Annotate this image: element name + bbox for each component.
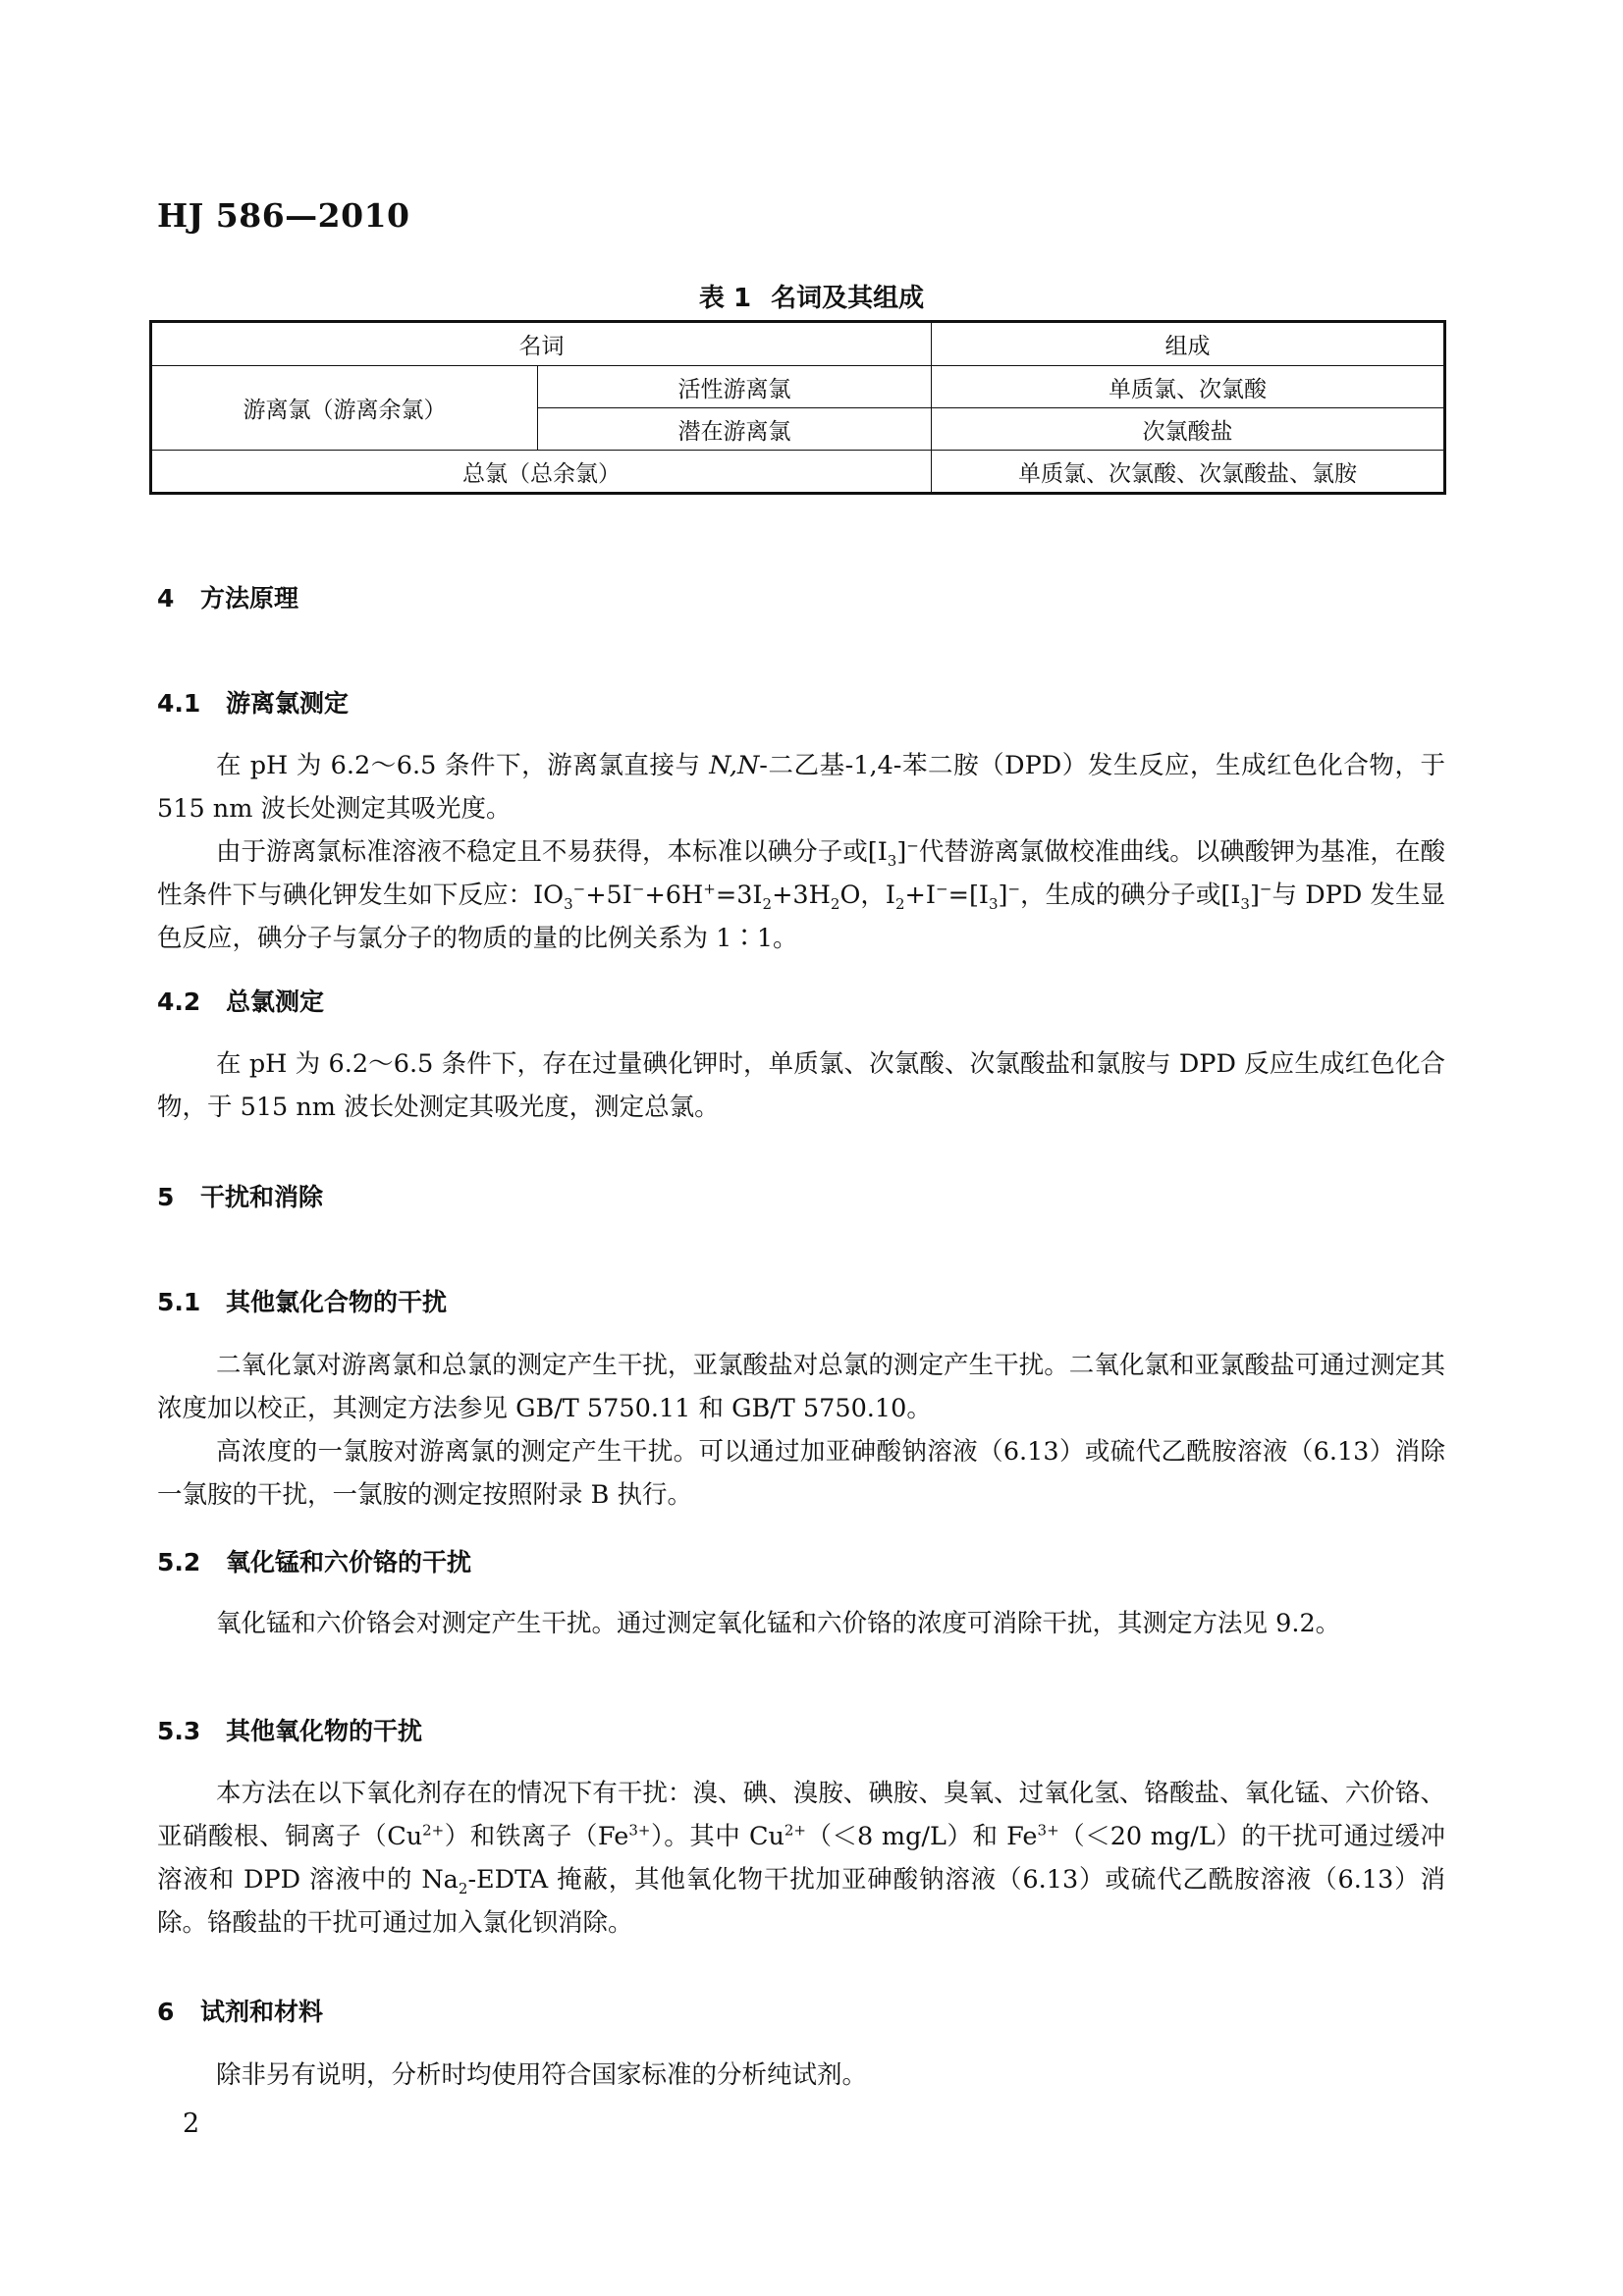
section-heading-4: 4 方法原理 bbox=[157, 584, 299, 613]
section-4-2-body bbox=[157, 1042, 1445, 1129]
page-number: 2 bbox=[183, 2109, 200, 2139]
table-caption bbox=[0, 278, 1623, 314]
table-caption-number: 表 1 bbox=[698, 284, 752, 313]
paragraph: 除非另有说明，分析时均使用符合国家标准的分析纯试剂。 bbox=[216, 2060, 868, 2090]
header-cell-term: 名词 bbox=[151, 322, 932, 366]
cell-composition: 单质氯、次氯酸、次氯酸盐、氯胺 bbox=[932, 451, 1445, 494]
terms-table bbox=[149, 320, 1446, 495]
document-code: HJ 586—2010 bbox=[157, 196, 410, 235]
section-heading-5-2: 5.2 氧化锰和六价铬的干扰 bbox=[157, 1548, 472, 1576]
paragraph: 二氧化氯对游离氯和总氯的测定产生干扰，亚氯酸盐对总氯的测定产生干扰。二氧化氯和亚氯酸盐可通过测定其浓度加以校正，其测定方法参见 GB/T 5750.11 和 GB/T 5750.10。 bbox=[157, 1351, 1445, 1423]
paragraph: 氧化锰和六价铬会对测定产生干扰。通过测定氧化锰和六价铬的浓度可消除干扰，其测定方法见 9.2。 bbox=[216, 1609, 1341, 1638]
cell-composition: 次氯酸盐 bbox=[932, 408, 1445, 451]
section-5-1-body bbox=[157, 1344, 1445, 1517]
section-4-1-body bbox=[157, 744, 1445, 960]
paragraph: 由于游离氯标准溶液不稳定且不易获得，本标准以碘分子或$[I_3]^-$代替游离氯做校准曲线。以碘酸钾为基准，在酸性条件下与碘化钾发生如下反应：$IO_3^-+5I^-+6H^+=3I_2+3H_2O$，$I_2+I^-=[I_3]^-$，生成的碘分子或$[I_3]^-$与 DPD 发生显色反应，碘分子与氯分子的物质的量的比例关系为 1∶1。 bbox=[157, 836, 1445, 953]
section-heading-4-1: 4.1 游离氯测定 bbox=[157, 689, 350, 718]
section-5-3-body bbox=[157, 1772, 1445, 1945]
cell-term: 潜在游离氯 bbox=[538, 408, 932, 451]
section-5-2-body bbox=[157, 1602, 1445, 1645]
paragraph: 在 pH 为 6.2～6.5 条件下，存在过量碘化钾时，单质氯、次氯酸、次氯酸盐和氯胺与 DPD 反应生成红色化合物，于 515 nm 波长处测定其吸光度，测定总氯。 bbox=[157, 1049, 1445, 1122]
cell-term: 总氯（总余氯） bbox=[151, 451, 932, 494]
paragraph: 本方法在以下氧化剂存在的情况下有干扰：溴、碘、溴胺、碘胺、臭氧、过氧化氢、铬酸盐、氧化锰、六价铬、亚硝酸根、铜离子$(Cu^{2+})$和铁离子$(Fe^{3+})$。其中 $Cu^{2+}(<8$ mg/L）和 $Fe^{3+}(<20$ mg/L）的干扰可通过缓冲溶液和 DPD 溶液中的 $Na_2$-EDTA 掩蔽，其他氧化物干扰加亚砷酸钠溶液（6.13）或硫代乙酰胺溶液（6.13）消除。铬酸盐的干扰可通过加入氯化钡消除。 bbox=[157, 1779, 1446, 1938]
section-heading-5-1: 5.1 其他氯化合物的干扰 bbox=[157, 1288, 448, 1316]
section-6-body bbox=[157, 2054, 1445, 2097]
table-caption-title: 名词及其组成 bbox=[771, 284, 925, 313]
section-heading-6: 6 试剂和材料 bbox=[157, 1998, 324, 2026]
header-cell-composition: 组成 bbox=[932, 322, 1445, 366]
section-heading-5-3: 5.3 其他氧化物的干扰 bbox=[157, 1717, 423, 1745]
cell-composition: 单质氯、次氯酸 bbox=[932, 366, 1445, 408]
paragraph: 高浓度的一氯胺对游离氯的测定产生干扰。可以通过加亚砷酸钠溶液（6.13）或硫代乙酰胺溶液（6.13）消除一氯胺的干扰，一氯胺的测定按照附录 B 执行。 bbox=[157, 1437, 1445, 1510]
section-heading-5: 5 干扰和消除 bbox=[157, 1183, 324, 1211]
cell-term: 活性游离氯 bbox=[538, 366, 932, 408]
cell-free-chlorine-group: 游离氯（游离余氯） bbox=[151, 366, 538, 451]
section-heading-4-2: 4.2 总氯测定 bbox=[157, 988, 325, 1016]
paragraph: 在 pH 为 6.2～6.5 条件下，游离氯直接与 N,N-二乙基-1,4-苯二胺（DPD）发生反应，生成红色化合物，于 515 nm 波长处测定其吸光度。 bbox=[157, 751, 1445, 824]
